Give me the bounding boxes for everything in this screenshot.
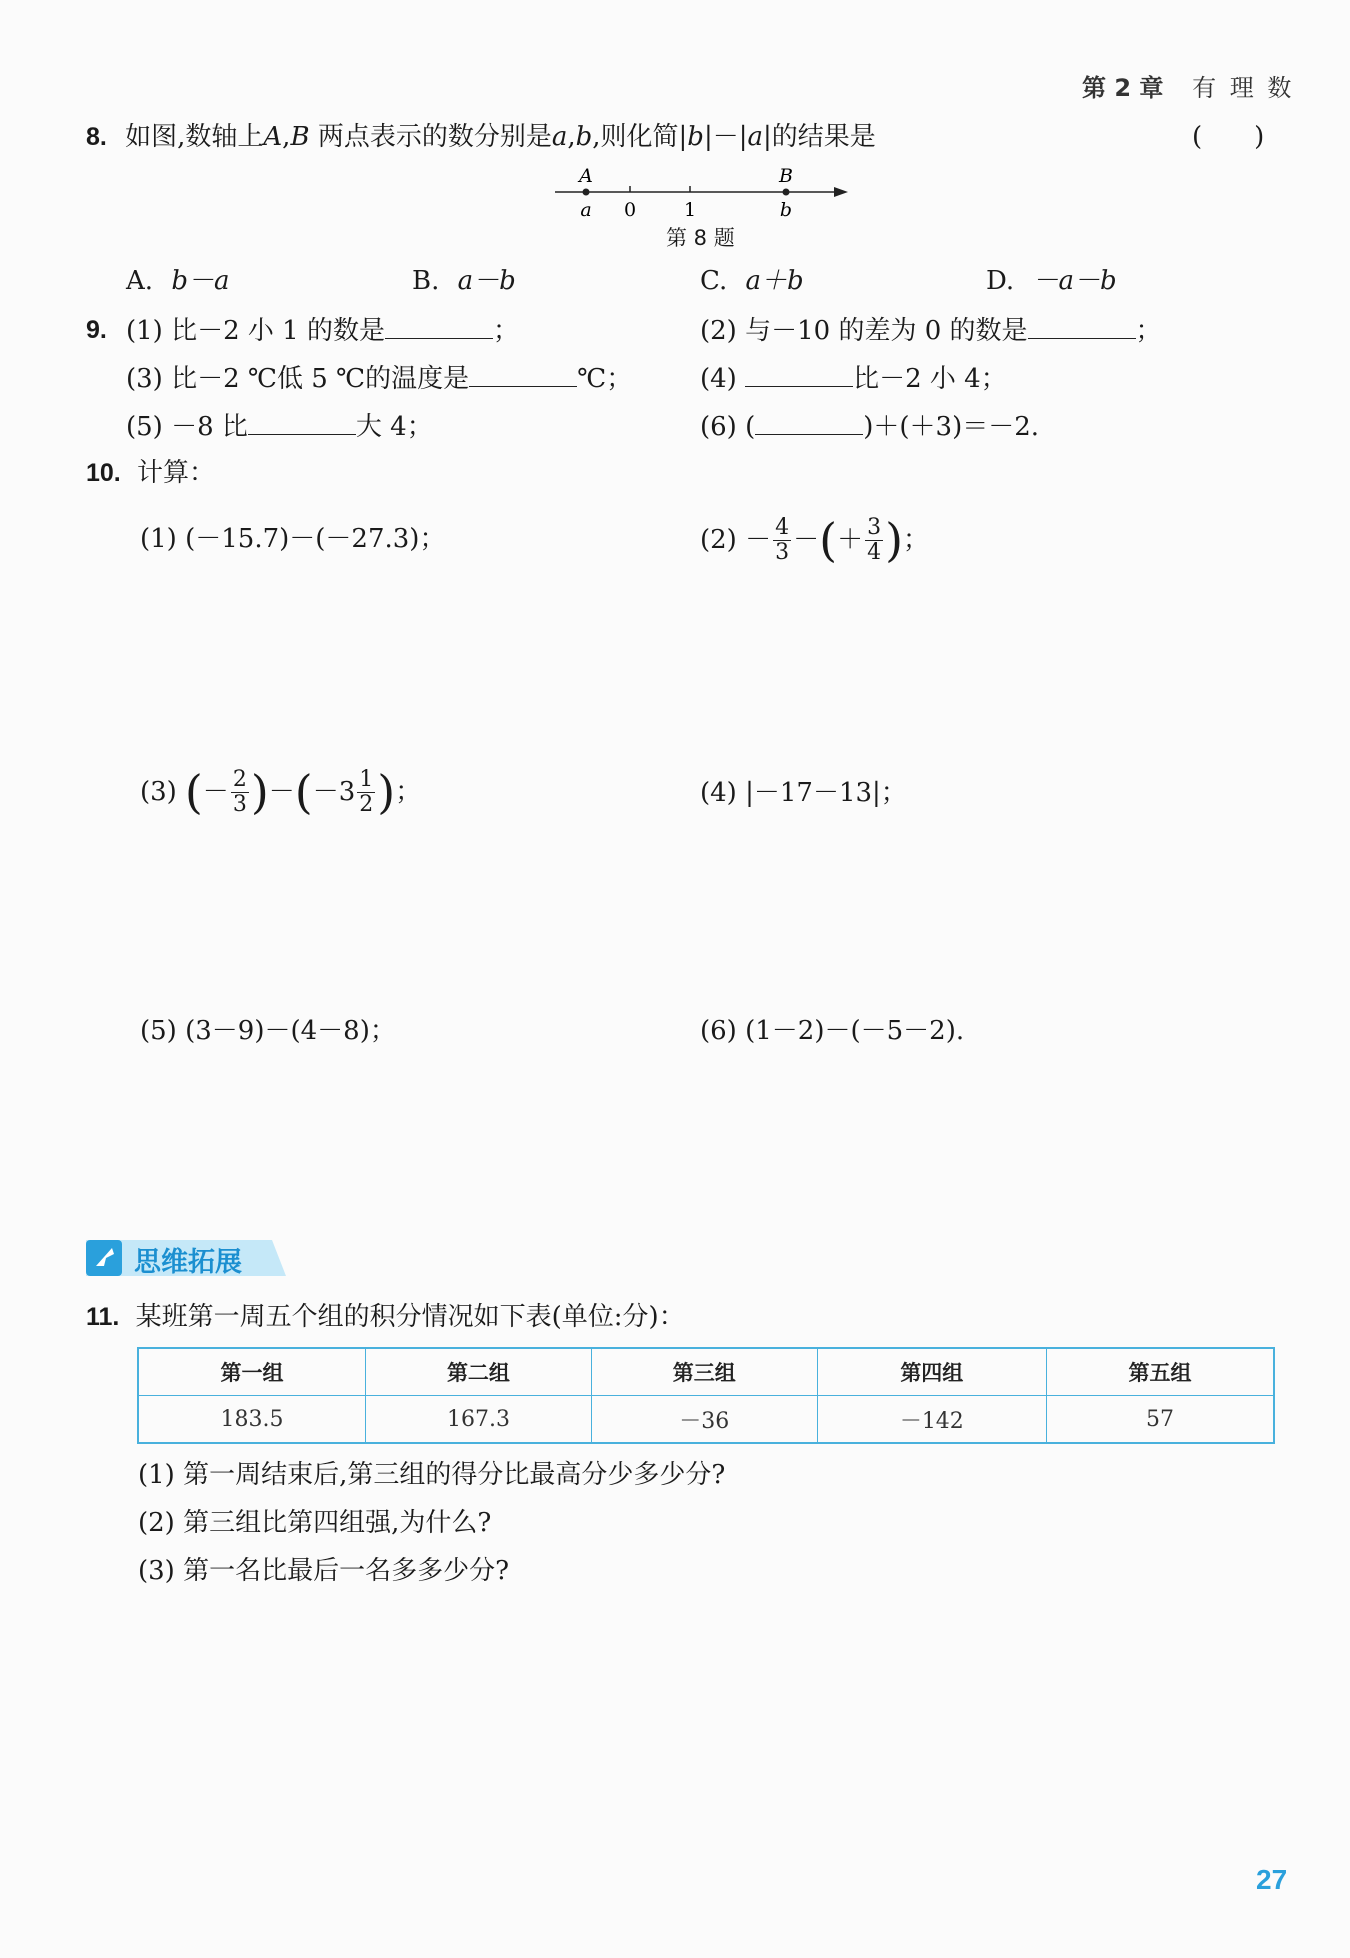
q9-part-1	[126, 314, 519, 346]
q10-part-3	[140, 760, 421, 824]
q9-text: ；	[492, 316, 519, 346]
q9-text: (5) －8 比	[126, 412, 248, 442]
answer-blank[interactable]	[469, 362, 577, 387]
fraction	[231, 768, 249, 817]
numerator: 4	[775, 514, 790, 540]
answer-blank[interactable]	[248, 410, 356, 435]
q8-var-b: b	[575, 122, 593, 152]
table-cell: －36	[591, 1396, 817, 1444]
table-cell: －142	[817, 1396, 1046, 1444]
option-B	[412, 266, 516, 296]
q9-text: (3) 比－2 ℃低 5 ℃的温度是	[126, 364, 470, 394]
answer-paren: ( )	[1192, 122, 1265, 152]
table-row	[138, 1396, 1274, 1444]
q8-comma: ,	[567, 122, 576, 152]
option-expr: a－b	[457, 266, 516, 296]
q8-var-B: B	[290, 122, 310, 152]
table-cell: 57	[1046, 1396, 1274, 1444]
score-table	[137, 1347, 1275, 1444]
q9-text: ；	[1135, 316, 1162, 346]
q10-text: ；	[395, 777, 422, 807]
chapter-header	[1082, 68, 1294, 103]
q10-text: －3	[312, 777, 356, 807]
q8-abs-a: a	[747, 122, 763, 152]
paren: )	[377, 765, 396, 819]
table-header-row	[138, 1348, 1274, 1396]
q11-sub-1: (1) 第一周结束后,第三组的得分比最高分少多少分?	[138, 1460, 726, 1490]
answer-blank[interactable]	[1028, 314, 1136, 339]
q9-text: (6) (	[700, 412, 756, 442]
paren: (	[184, 765, 203, 819]
q9-part-4	[700, 362, 1007, 394]
q9-text: 比－2 小 4；	[853, 364, 1007, 394]
q8-var-a: a	[551, 122, 568, 152]
q9-part-2	[700, 314, 1162, 346]
q8-text-e: |的结果是	[763, 122, 876, 152]
numerator: 3	[867, 514, 882, 540]
table-header: 第四组	[817, 1348, 1046, 1396]
answer-blank[interactable]	[755, 410, 863, 435]
question-number: 9.	[86, 316, 107, 344]
figure-caption: 第 8 题	[666, 226, 735, 250]
q8-text-d: |－|	[703, 122, 748, 152]
numerator: 2	[232, 766, 247, 792]
q9-text: )＋(＋3)＝－2.	[863, 412, 1040, 442]
q10-text: ＋	[837, 525, 864, 555]
fraction	[357, 768, 375, 817]
q8-var-A: A	[263, 122, 283, 152]
label-B: B	[779, 166, 793, 187]
q9-part-3	[126, 362, 632, 394]
q10-text: (2) －	[700, 525, 772, 555]
denominator: 2	[359, 791, 374, 817]
table-header: 第三组	[591, 1348, 817, 1396]
option-letter: C.	[700, 266, 728, 296]
q9-text: (1) 比－2 小 1 的数是	[126, 316, 385, 346]
option-letter: A.	[126, 266, 154, 296]
q9-text: (4)	[700, 364, 737, 394]
table-cell: 167.3	[366, 1396, 592, 1444]
fraction	[865, 516, 883, 565]
q9-text: (2) 与－10 的差为 0 的数是	[700, 316, 1028, 346]
answer-blank[interactable]	[745, 362, 853, 387]
q11-sub-3: (3) 第一名比最后一名多多少分?	[138, 1556, 510, 1586]
q10-text: －	[202, 777, 229, 807]
chapter-title: 有 理 数	[1192, 74, 1295, 102]
q10-text: －	[268, 777, 295, 807]
axis-arrow	[834, 187, 848, 197]
q8-text-a: 如图,数轴上	[125, 122, 264, 152]
denominator: 3	[775, 539, 790, 565]
question-number: 8.	[86, 123, 107, 151]
q8-abs-b: b	[687, 122, 704, 152]
question-8	[86, 122, 876, 152]
option-expr: －a－b	[1032, 266, 1117, 296]
label-A: A	[579, 166, 593, 187]
q10-title: 计算：	[137, 458, 216, 488]
q10-part-4: (4) |－17－13|；	[700, 778, 907, 808]
question-number: 10.	[86, 459, 121, 487]
q8-sep: ,	[282, 122, 291, 152]
q10-part-1: (1) (－15.7)－(－27.3)；	[140, 524, 446, 554]
section-title: 思维拓展	[134, 1247, 242, 1278]
option-expr: b－a	[171, 266, 230, 296]
table-header: 第一组	[138, 1348, 366, 1396]
q10-part-6: (6) (1－2)－(－5－2).	[700, 1016, 965, 1046]
label-one: 1	[683, 199, 697, 221]
page-number: 27	[1256, 1864, 1288, 1895]
fraction	[773, 516, 791, 565]
chapter-number: 第 2 章	[1082, 74, 1164, 102]
q9-text: 大 4；	[355, 412, 433, 442]
table-header: 第五组	[1046, 1348, 1274, 1396]
paren: (	[294, 765, 313, 819]
label-a: a	[580, 199, 592, 221]
point-B-dot	[783, 189, 790, 196]
option-A	[126, 266, 229, 296]
q8-text-b: 两点表示的数分别是	[317, 122, 552, 152]
question-11	[86, 1302, 685, 1332]
q10-text: (3)	[140, 777, 177, 807]
option-letter: D.	[986, 266, 1015, 296]
paren: (	[819, 513, 838, 567]
option-letter: B.	[412, 266, 440, 296]
denominator: 4	[867, 539, 882, 565]
option-expr: a＋b	[745, 266, 804, 296]
q9-text: ℃；	[577, 364, 633, 394]
q9-part-5	[126, 410, 433, 442]
q11-text: 某班第一周五个组的积分情况如下表(单位:分)：	[135, 1302, 685, 1332]
question-number: 11.	[86, 1303, 120, 1331]
q9-part-6	[700, 410, 1039, 442]
q11-sub-2: (2) 第三组比第四组强,为什么?	[138, 1508, 492, 1538]
paren: )	[885, 513, 904, 567]
question-10	[86, 458, 215, 488]
point-A-dot	[583, 189, 590, 196]
label-zero: 0	[623, 199, 637, 221]
option-D	[986, 266, 1117, 296]
number-line-figure	[550, 166, 860, 226]
answer-blank[interactable]	[385, 314, 493, 339]
table-cell: 183.5	[138, 1396, 366, 1444]
table-header: 第二组	[366, 1348, 592, 1396]
label-b: b	[779, 199, 793, 221]
paren: )	[250, 765, 269, 819]
q10-part-5: (5) (3－9)－(4－8)；	[140, 1016, 396, 1046]
q8-text-c: ,则化简|	[592, 122, 688, 152]
q10-text: ；	[903, 525, 930, 555]
q10-part-2	[700, 508, 929, 572]
option-C	[700, 266, 804, 296]
numerator: 1	[359, 766, 374, 792]
q10-text: －	[793, 525, 820, 555]
denominator: 3	[232, 791, 247, 817]
